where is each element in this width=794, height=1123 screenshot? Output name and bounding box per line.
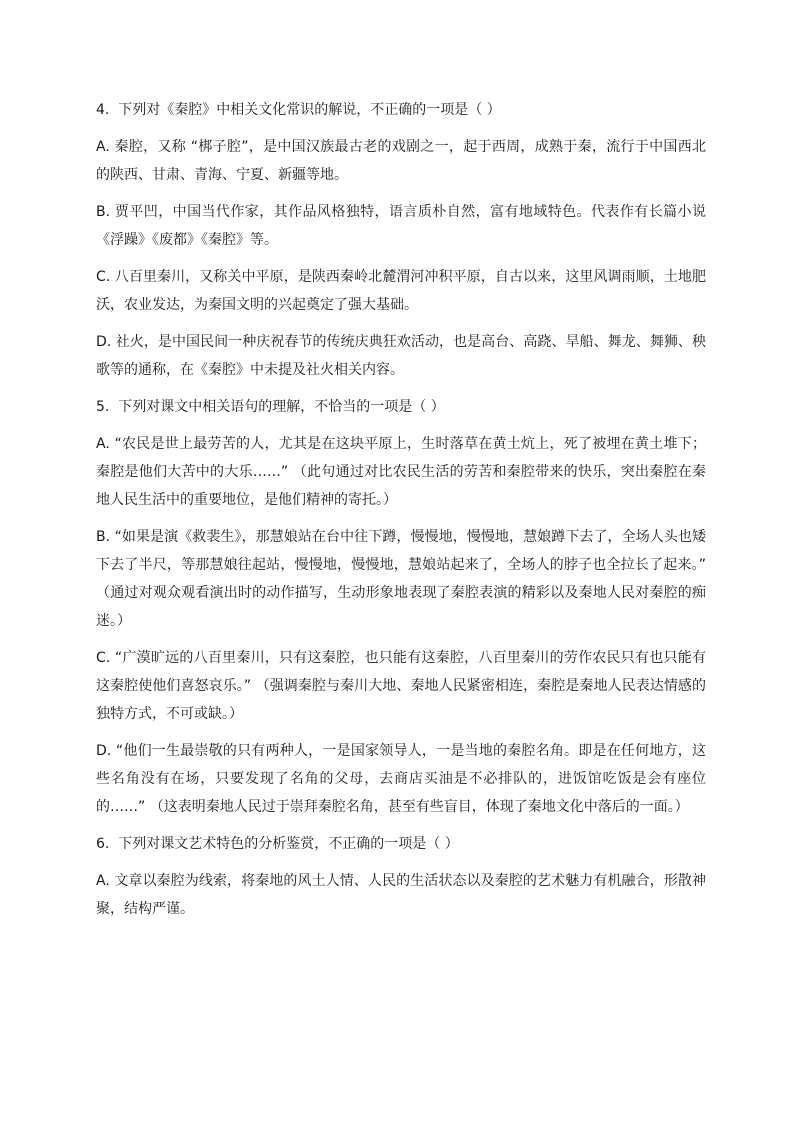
question-5-option-c: C. “广漠旷远的八百里秦川，只有这秦腔，也只能有这秦腔，八百里秦川的劳作农民只有也只能有这秦腔使他们喜怒哀乐。” （强调秦腔与秦川大地、秦地人民紧密相连，秦腔是秦地人民表达情感的独特方式，不可或缺。）: [96, 650, 706, 722]
question-4-option-a: A. 秦腔，又称 “梆子腔”，是中国汉族最古老的戏剧之一，起于西周，成熟于秦，流行于中国西北的陕西、甘肃、青海、宁夏、新疆等地。: [96, 139, 706, 183]
document-page: [96, 96, 706, 932]
question-4-option-c: C. 八百里秦川，又称关中平原，是陕西秦岭北麓渭河冲积平原，自古以来，这里风调雨顺，土地肥沃，农业发达，为秦国文明的兴起奠定了强大基础。: [96, 269, 706, 313]
question-4-option-b: B. 贾平凹，中国当代作家，其作品风格独特，语言质朴自然，富有地域特色。代表作有长篇小说《浮躁》《废都》《秦腔》等。: [96, 204, 706, 248]
question-6-option-a: A. 文章以秦腔为线索，将秦地的风土人情、人民的生活状态以及秦腔的艺术魅力有机融合，形散神聚，结构严谨。: [96, 873, 706, 917]
question-5-option-b: B. “如果是演《救裴生》，那慧娘站在台中往下蹲，慢慢地，慢慢地，慧娘蹲下去了，全场人头也矮下去了半尺，等那慧娘往起站，慢慢地，慢慢地，慧娘站起来了，全场人的脖子也全拉长了起来。” （通过对观众观看演出时的动作描写，生动形象地表现了秦腔表演的精彩以及秦地人民对秦腔的痴迷。）: [96, 529, 706, 629]
question-4-option-d: D. 社火，是中国民间一种庆祝春节的传统庆典狂欢活动，也是高台、高跷、旱船、舞龙、舞狮、秧歌等的通称，在《秦腔》中未提及社火相关内容。: [96, 334, 706, 378]
question-5-option-d: D. “他们一生最崇敬的只有两种人，一是国家领导人，一是当地的秦腔名角。即是在任何地方，这些名角没有在场，只要发现了名角的父母，去商店买油是不必排队的，进饭馆吃饭是会有座位的……” （这表明秦地人民过于崇拜秦腔名角，甚至有些盲目，体现了秦地文化中落后的一面。）: [96, 743, 706, 815]
question-4-stem: 4. 下列对《秦腔》中相关文化常识的解说，不正确的一项是（ ）: [96, 102, 501, 118]
question-5-stem: 5. 下列对课文中相关语句的理解，不恰当的一项是（ ）: [96, 399, 445, 415]
question-5-option-a: A. “农民是世上最劳苦的人，尤其是在这块平原上，生时落草在黄土炕上，死了被埋在黄土堆下；秦腔是他们大苦中的大乐……” （此句通过对比农民生活的劳苦和秦腔带来的快乐，突出秦腔在秦地人民生活中的重要地位，是他们精神的寄托。）: [96, 436, 706, 508]
question-6-stem: 6. 下列对课文艺术特色的分析鉴赏，不正确的一项是（ ）: [96, 836, 459, 852]
